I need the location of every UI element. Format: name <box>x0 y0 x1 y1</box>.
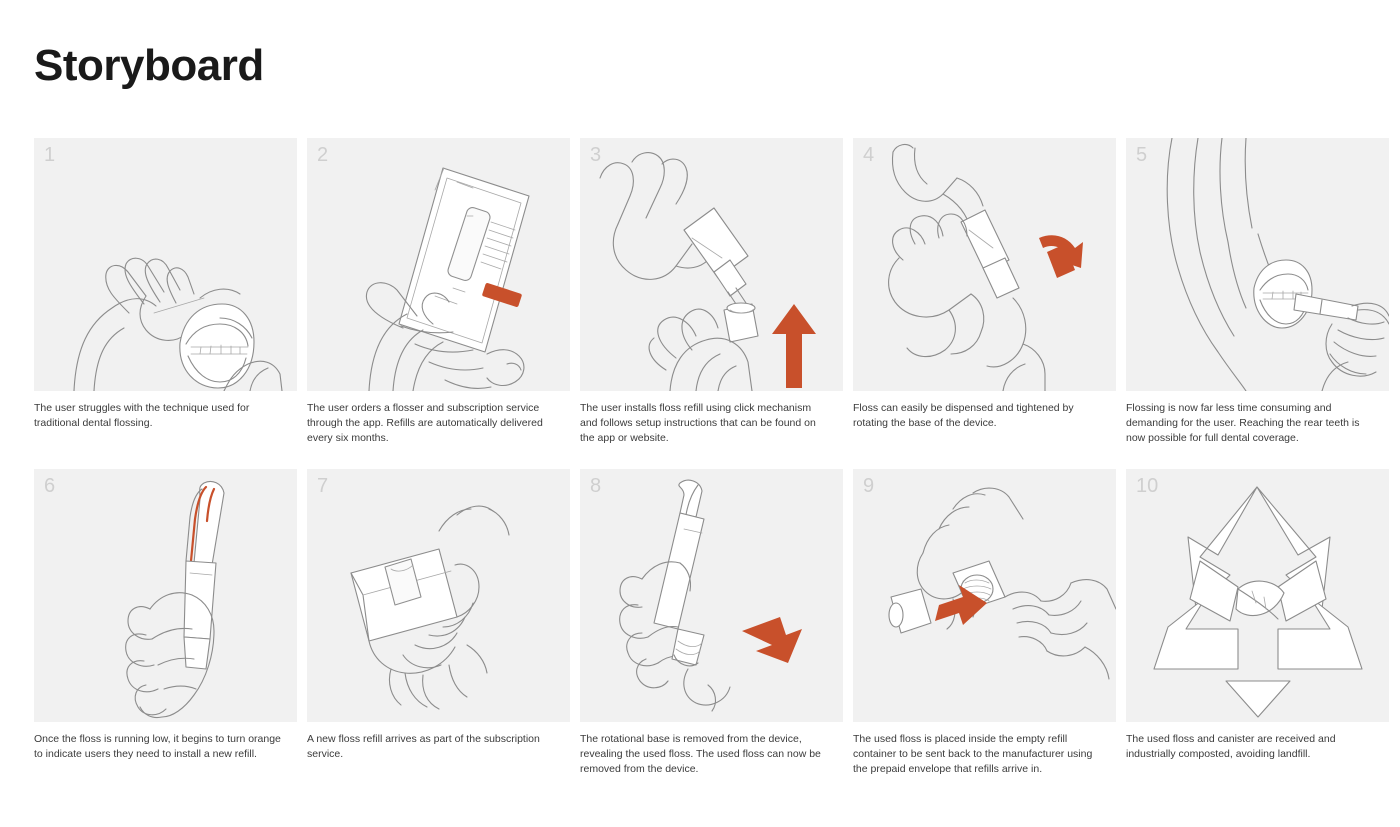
panel-caption: The rotational base is removed from the device, revealing the used floss. The used floss can now be removed from the device. <box>580 732 821 776</box>
storyboard-row-2 <box>34 469 1366 778</box>
panel-number: 7 <box>317 474 329 497</box>
panel-8 <box>580 469 843 722</box>
panel-7 <box>307 469 570 722</box>
panel-caption: The user installs floss refill using click mechanism and follows setup instructions that can be found on the app or website. <box>580 402 816 445</box>
illustration-hands-rotating-base-curved-arrow <box>853 138 1116 391</box>
panel-number: 4 <box>863 144 875 166</box>
panel-1 <box>34 138 297 391</box>
illustration-recycling-symbol-with-leaf <box>1126 469 1389 722</box>
panel-caption: The used floss and canister are received and industrially composted, avoiding landfill. <box>1126 732 1336 760</box>
storyboard-cell-7 <box>307 469 570 778</box>
illustration-face-profile-flossing-device <box>1126 138 1389 391</box>
storyboard-cell-1 <box>34 138 297 447</box>
illustration-hand-holding-device-orange-floss <box>34 469 297 722</box>
panel-3 <box>580 138 843 391</box>
illustration-hands-installing-refill-up-arrow <box>580 138 843 391</box>
storyboard-cell-8 <box>580 469 843 778</box>
illustration-hands-flossing-teeth-traditional <box>34 138 297 391</box>
illustration-hands-placing-used-floss-in-canister <box>853 469 1116 722</box>
panel-2 <box>307 138 570 391</box>
storyboard-cell-6 <box>34 469 297 778</box>
panel-caption: A new floss refill arrives as part of the subscription service. <box>307 732 540 760</box>
panel-caption: Once the floss is running low, it begins to turn orange to indicate users they need to install a new refill. <box>34 732 281 760</box>
panel-5 <box>1126 138 1389 391</box>
storyboard-cell-10 <box>1126 469 1389 778</box>
panel-number: 9 <box>863 474 875 497</box>
panel-number: 10 <box>1136 474 1159 497</box>
panel-caption: The user struggles with the technique used for traditional dental flossing. <box>34 402 250 430</box>
panel-number: 6 <box>44 474 56 497</box>
storyboard-cell-3 <box>580 138 843 447</box>
storyboard-cell-4 <box>853 138 1116 447</box>
panel-9 <box>853 469 1116 722</box>
panel-caption: The user orders a flosser and subscription service through the app. Refills are automatically delivered every six months. <box>307 402 543 445</box>
panel-number: 2 <box>317 144 329 166</box>
panel-6 <box>34 469 297 722</box>
panel-number: 1 <box>44 144 56 166</box>
storyboard-cell-5 <box>1126 138 1389 447</box>
panel-caption: Floss can easily be dispensed and tightened by rotating the base of the device. <box>853 402 1074 430</box>
panel-10 <box>1126 469 1389 722</box>
panel-caption: The used floss is placed inside the empty refill container to be sent back to the manufacturer using the prepaid envelope that refills arrive in. <box>853 732 1093 776</box>
panel-number: 8 <box>590 474 602 497</box>
storyboard-cell-2 <box>307 138 570 447</box>
storyboard-cell-9 <box>853 469 1116 778</box>
illustration-hands-removing-base-down-arrow <box>580 469 843 722</box>
storyboard-row-1 <box>34 138 1366 447</box>
panel-number: 3 <box>590 144 602 166</box>
storyboard-grid <box>34 138 1366 799</box>
panel-4 <box>853 138 1116 391</box>
panel-number: 5 <box>1136 144 1148 166</box>
illustration-hand-holding-phone-app-order <box>307 138 570 391</box>
panel-caption: Flossing is now far less time consuming and demanding for the user. Reaching the rear teeth is now possible for full dental coverage. <box>1126 402 1360 445</box>
page-title: Storyboard <box>34 41 264 90</box>
illustration-hand-holding-refill-box <box>307 469 570 722</box>
